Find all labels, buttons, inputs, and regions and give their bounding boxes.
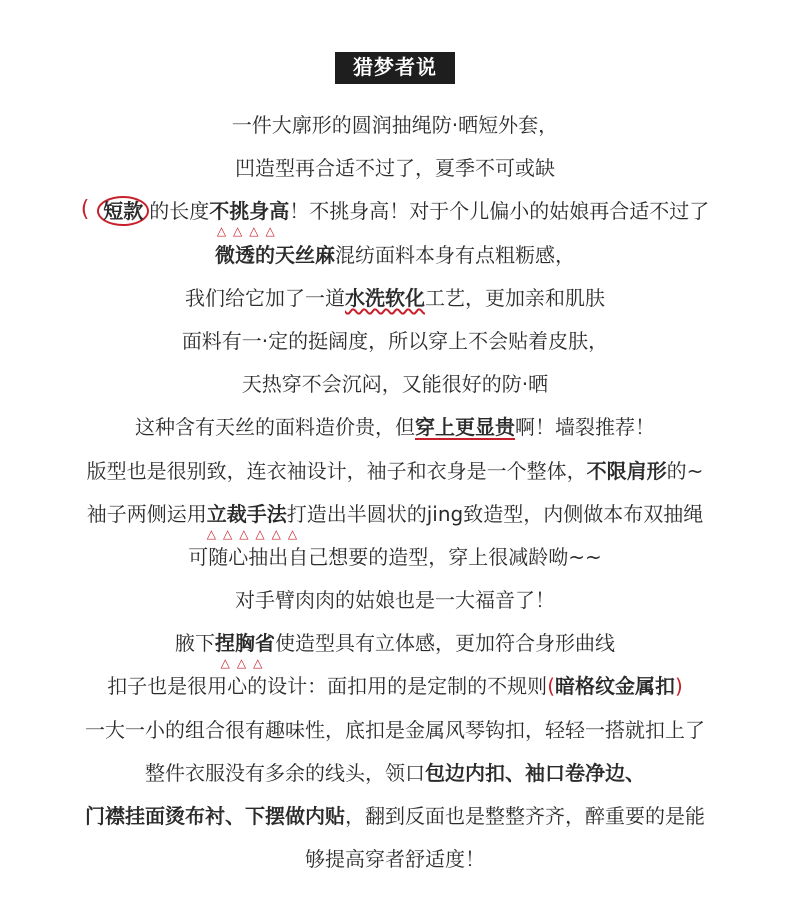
body-text: 袖子两侧运用 — [86, 501, 207, 526]
body-text: 腋下 — [175, 631, 215, 656]
text-line — [0, 147, 790, 190]
circle-mark-icon: ( — [80, 197, 90, 223]
body-text: 凹造型再合适不过了，夏季不可或缺 — [235, 156, 555, 181]
text-line — [0, 277, 790, 320]
bold-text: 微透的天丝麻 — [215, 242, 335, 267]
body-text: ，翻到反面也是整整齐齐，醉重要的是能 — [345, 804, 705, 828]
bracket-right-icon: ) — [675, 674, 683, 699]
triangle-marked-text: 捏胸省 △△△ — [215, 631, 275, 655]
section-title: 猎梦者说 — [335, 52, 455, 84]
triangle-marked-text: 不挑身高 △△△△ — [209, 199, 289, 223]
body-text: 面料有一·定的挺阔度，所以穿上不会贴着皮肤， — [181, 328, 609, 353]
bold-text: 不限肩形 — [586, 458, 667, 483]
title-wrap — [0, 52, 790, 84]
text-line — [0, 234, 790, 277]
body-text: 对手臂肉肉的姑娘也是一大福音了！ — [235, 588, 555, 613]
triangle-marked-text: 立裁手法 △△△△△△ — [207, 502, 287, 526]
body-text: 的~ — [666, 458, 704, 483]
body-text: 的长度 — [149, 199, 210, 224]
body-text: 一件大廓形的圆润抽绳防·晒短外套， — [231, 113, 559, 137]
body-text: 版型也是很别致，连衣袖设计，袖子和衣身是一个整体， — [86, 458, 587, 483]
text-line — [0, 709, 790, 752]
body-text: 这种含有天丝的面料造价贵，但 — [135, 415, 415, 440]
text-line — [0, 104, 790, 147]
body-text: 整件衣服没有多余的线头，领口 — [145, 760, 425, 785]
text-line — [0, 450, 790, 493]
highlight-text: 暗格纹金属扣 — [555, 674, 675, 699]
underlined-text: 穿上更显贵 — [415, 415, 515, 440]
text-line — [0, 406, 790, 449]
body-text: 混纺面料本身有点粗粝感， — [335, 242, 575, 267]
text-line — [0, 363, 790, 406]
text-line — [0, 622, 790, 665]
body-text: 啊！墙裂推荐！ — [515, 415, 655, 440]
text-line — [0, 579, 790, 622]
text-line — [0, 795, 790, 838]
body-text: 可随心抽出自己想要的造型，穿上很减龄呦~~ — [188, 544, 602, 569]
body-text: 扣子也是很用心的设计：面扣用的是定制的不规则 — [107, 674, 548, 699]
bold-text: 门襟挂面烫布衬、下摆做内贴 — [85, 804, 345, 828]
bold-text: 包边内扣、袖口卷净边、 — [425, 760, 645, 785]
article-body — [0, 104, 790, 881]
text-line — [0, 752, 790, 795]
body-text: 一大一小的组合很有趣味性，底扣是金属风琴钩扣，轻轻一搭就扣上了 — [85, 717, 705, 742]
text-line — [0, 838, 790, 881]
body-text: 打造出半圆状的jing致造型，内侧做本布双抽绳 — [286, 501, 704, 526]
body-text: 够提高穿者舒适度！ — [305, 847, 485, 872]
wavy-underlined-text: 水洗软化 — [345, 285, 425, 310]
circled-highlight — [81, 199, 150, 223]
text-line — [0, 320, 790, 363]
bracketed-highlight — [547, 674, 683, 698]
text-line — [0, 493, 790, 536]
circled-text: 短款 — [97, 196, 149, 226]
body-text: 使造型具有立体感，更加符合身形曲线 — [275, 631, 615, 656]
text-line — [0, 190, 790, 233]
body-text: 我们给它加了一道 — [185, 285, 345, 310]
bracket-left-icon: ( — [547, 674, 555, 699]
text-line — [0, 665, 790, 708]
body-text: ！不挑身高！对于个儿偏小的姑娘再合适不过了 — [289, 199, 710, 224]
text-line — [0, 536, 790, 579]
body-text: 天热穿不会沉闷，又能很好的防·晒 — [241, 372, 549, 397]
body-text: 工艺，更加亲和肌肤 — [425, 285, 605, 310]
